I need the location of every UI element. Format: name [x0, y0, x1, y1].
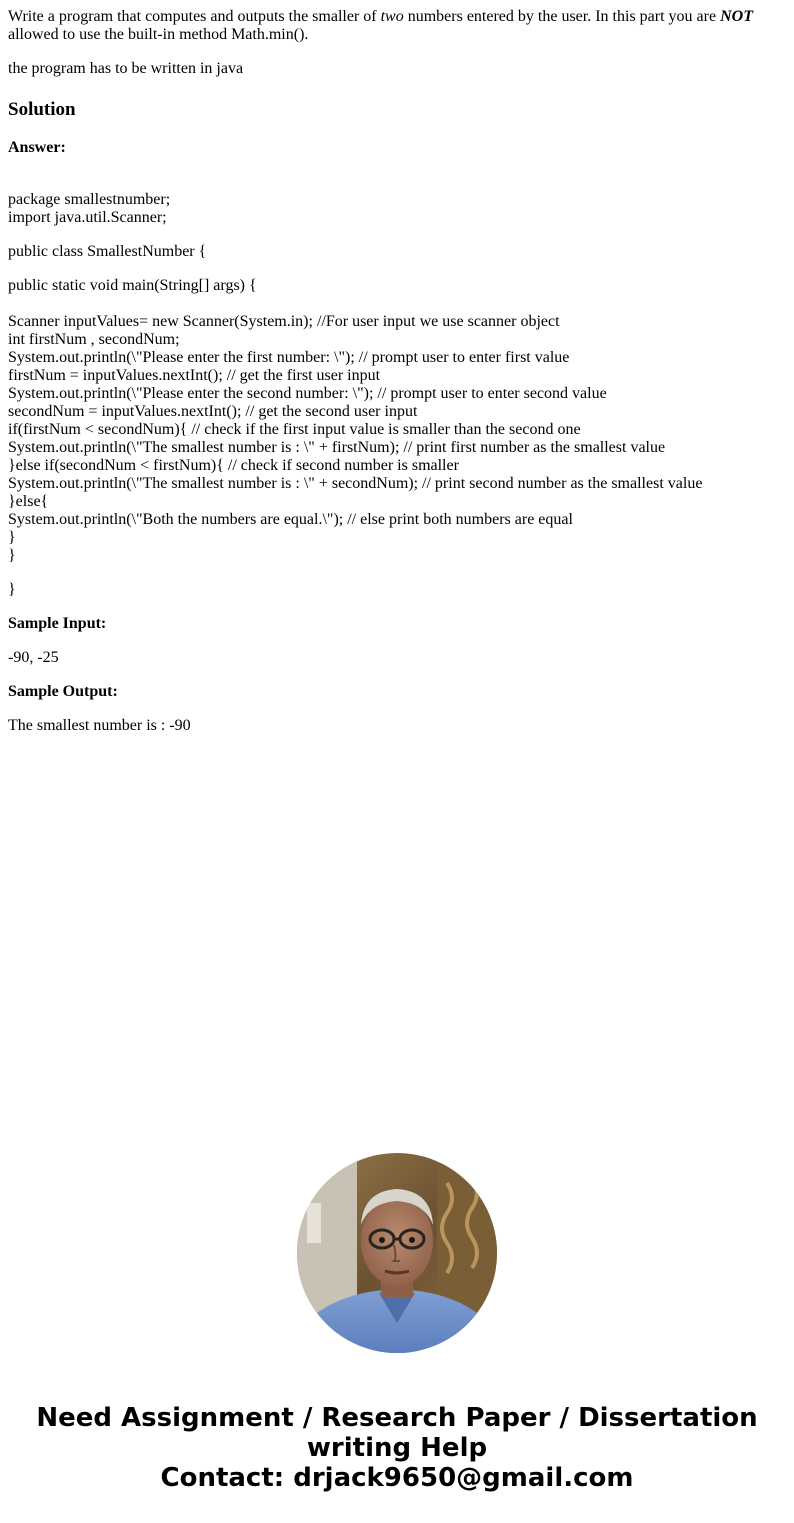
solution-heading: Solution	[8, 99, 76, 120]
answer-label: Answer:	[8, 139, 66, 156]
code-line: firstNum = inputValues.nextInt(); // get the first user input	[8, 367, 381, 384]
question-part-1: Write a program that computes and outputs the smaller of	[8, 8, 381, 25]
sample-output-value: The smallest number is : -90	[8, 717, 191, 734]
code-line: }	[8, 547, 16, 564]
code-line: System.out.println(\"The smallest number is : \" + secondNum); // print second number as the smallest value	[8, 475, 703, 492]
banner-line-2: writing Help	[306, 1433, 488, 1463]
code-line: import java.util.Scanner;	[8, 209, 167, 226]
document-body	[8, 8, 786, 735]
person-photo-icon	[297, 1153, 497, 1353]
question-emphasis-two: two	[380, 8, 404, 25]
sample-input-label: Sample Input:	[8, 615, 107, 632]
question-part-3: allowed to use the built-in method Math.min().	[8, 26, 309, 43]
sample-input-value: -90, -25	[8, 649, 59, 666]
question-note: the program has to be written in java	[8, 60, 244, 77]
code-line: }else{	[8, 493, 49, 510]
avatar	[297, 1153, 497, 1353]
banner-contact-line: Contact: drjack9650@gmail.com	[160, 1463, 634, 1493]
code-line: System.out.println(\"The smallest number is : \" + firstNum); // print first number as the smallest value	[8, 439, 666, 456]
sample-output-label: Sample Output:	[8, 683, 118, 700]
code-line: package smallestnumber;	[8, 191, 171, 208]
code-line: Scanner inputValues= new Scanner(System.in); //For user input we use scanner object	[8, 313, 560, 330]
question-part-2: numbers entered by the user. In this part you are	[403, 8, 721, 25]
code-line: public static void main(String[] args) {	[8, 277, 257, 294]
code-line: int firstNum , secondNum;	[8, 331, 180, 348]
code-line: }	[8, 529, 16, 546]
banner-line-1: Need Assignment / Research Paper / Dissertation	[36, 1403, 758, 1433]
code-line: System.out.println(\"Please enter the second number: \"); // prompt user to enter second value	[8, 385, 607, 402]
code-line: }else if(secondNum < firstNum){ // check if second number is smaller	[8, 457, 459, 474]
question-text	[8, 8, 786, 44]
code-line: }	[8, 581, 16, 598]
code-line: System.out.println(\"Both the numbers are equal.\"); // else print both numbers are equal	[8, 511, 573, 528]
contact-banner	[0, 1403, 794, 1493]
code-line: public class SmallestNumber {	[8, 243, 207, 260]
question-emphasis-not: NOT	[720, 8, 753, 25]
code-line: System.out.println(\"Please enter the first number: \"); // prompt user to enter first value	[8, 349, 570, 366]
code-block	[8, 191, 786, 599]
code-line: secondNum = inputValues.nextInt(); // get the second user input	[8, 403, 418, 420]
code-line: if(firstNum < secondNum){ // check if the first input value is smaller than the second one	[8, 421, 581, 438]
